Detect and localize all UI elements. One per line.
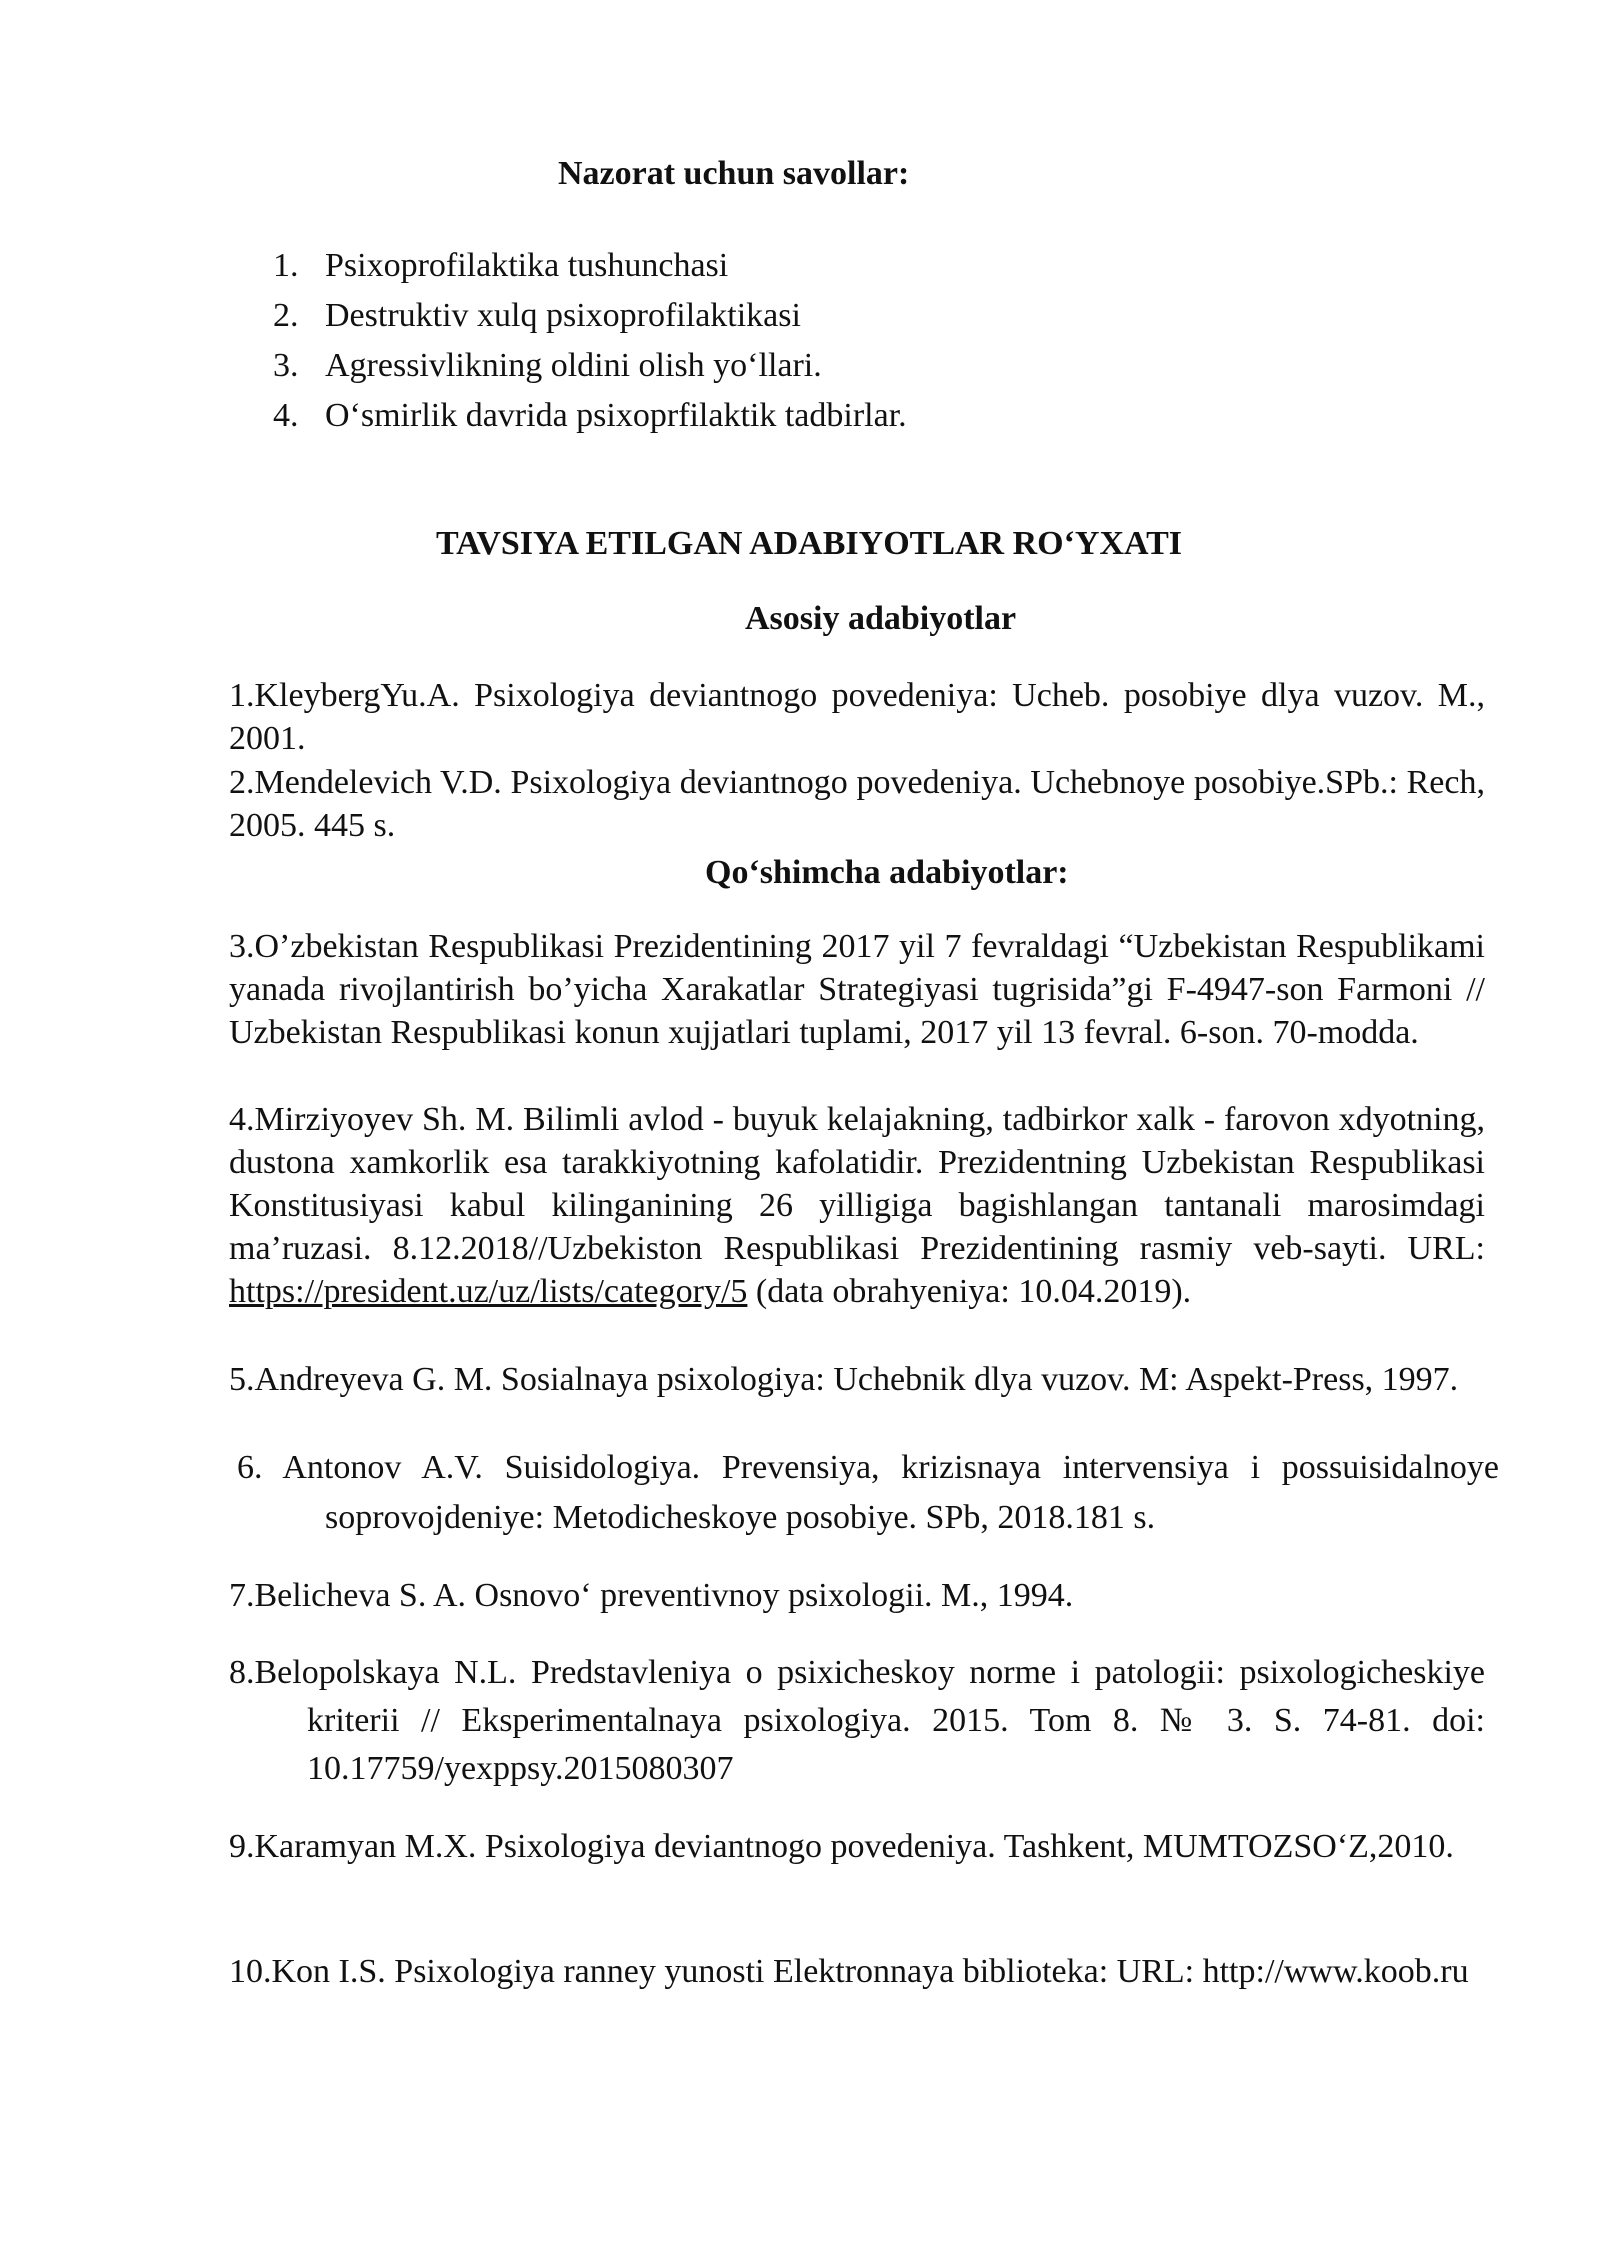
list-item xyxy=(273,294,907,344)
additional-literature-title: Qo‘shimcha adabiyotlar: xyxy=(705,854,1069,891)
main-literature-title: Asosiy adabiyotlar xyxy=(745,600,1017,637)
reference-4 xyxy=(229,1098,1485,1313)
list-item-text: Agressivlikning oldini olish yo‘llari. xyxy=(325,347,822,384)
control-questions-title: Nazorat uchun savollar: xyxy=(558,155,910,192)
reference-10: 10.Kon I.S. Psixologiya ranney yunosti Elektronnaya biblioteka: URL: http://www.koob.ru xyxy=(229,1953,1469,1990)
literature-title: TAVSIYA ETILGAN ADABIYOTLAR RO‘YXATI xyxy=(436,525,1182,562)
reference-5: 5.Andreyeva G. M. Sosialnaya psixologiya: Uchebnik dlya vuzov. M: Aspekt-Press, 1997. xyxy=(229,1361,1459,1398)
list-item xyxy=(273,344,907,394)
reference-1: 1.KleybergYu.A. Psixologiya deviantnogo povedeniya: Ucheb. posobiye dlya vuzov. M., 2001. xyxy=(229,677,1485,757)
list-item-number: 2. xyxy=(273,297,299,334)
reference-9: 9.Karamyan M.X. Psixologiya deviantnogo povedeniya. Tashkent, MUMTOZSO‘Z,2010. xyxy=(229,1828,1454,1865)
list-item-number: 3. xyxy=(273,347,299,384)
list-item-number: 4. xyxy=(273,397,299,434)
reference-4-text: 4.Mirziyoyev Sh. M. Bilimli avlod - buyuk kelajakning, tadbirkor xalk - farovon xdyotning, dustona xamkorlik esa tarakkiyotning kafolatidir. Prezidentning Uzbekistan Respublikasi Konstitusiyasi kabul kilinganining 26 yilligiga bagishlangan tantanali marosimdagi ma’ruzasi. 8.12.2018//Uzbekiston Respublikasi Prezidentining rasmiy veb-sayti. URL: xyxy=(229,1101,1485,1267)
reference-4-tail: (data obrahyeniya: 10.04.2019). xyxy=(747,1273,1192,1310)
reference-3: 3.O’zbekistan Respublikasi Prezidentining 2017 yil 7 fevraldagi “Uzbekistan Respublikami yanada rivojlantirish bo’yicha Xarakatlar Strategiyasi tugrisida”gi F-4947-son Farmoni // Uzbekistan Respublikasi konun xujjatlari tuplami, 2017 yil 13 fevral. 6-son. 70-modda. xyxy=(229,928,1485,1051)
list-item xyxy=(273,244,907,294)
reference-2: 2.Mendelevich V.D. Psixologiya deviantnogo povedeniya. Uchebnoye posobiye.SPb.: Rech, 2005. 445 s. xyxy=(229,764,1485,844)
list-item-text: Psixoprofilaktika tushunchasi xyxy=(325,247,729,284)
list-item-number: 1. xyxy=(273,247,299,284)
reference-8: 8.Belopolskaya N.L. Predstavleniya o psixicheskoy norme i patologii: psixologicheskiye kriterii // Eksperimentalnaya psixologiya. 2015. Tom 8. № 3. S. 74-81. doi: 10.17759/yexppsy.2015080307 xyxy=(229,1654,1485,1787)
control-questions-list xyxy=(273,244,907,444)
reference-7: 7.Belicheva S. A. Osnovo‘ preventivnoy psixologii. M., 1994. xyxy=(229,1577,1074,1614)
list-item xyxy=(273,394,907,444)
president-site-link[interactable]: https://president.uz/uz/lists/category/5 xyxy=(229,1273,748,1310)
reference-6: 6. Antonov A.V. Suisidologiya. Prevensiya, krizisnaya intervensiya i possuisidalnoye soprovojdeniye: Metodicheskoye posobiye. SPb, 2018.181 s. xyxy=(237,1449,1499,1536)
list-item-text: Destruktiv xulq psixoprofilaktikasi xyxy=(325,297,801,334)
list-item-text: O‘smirlik davrida psixoprfilaktik tadbirlar. xyxy=(325,397,907,434)
